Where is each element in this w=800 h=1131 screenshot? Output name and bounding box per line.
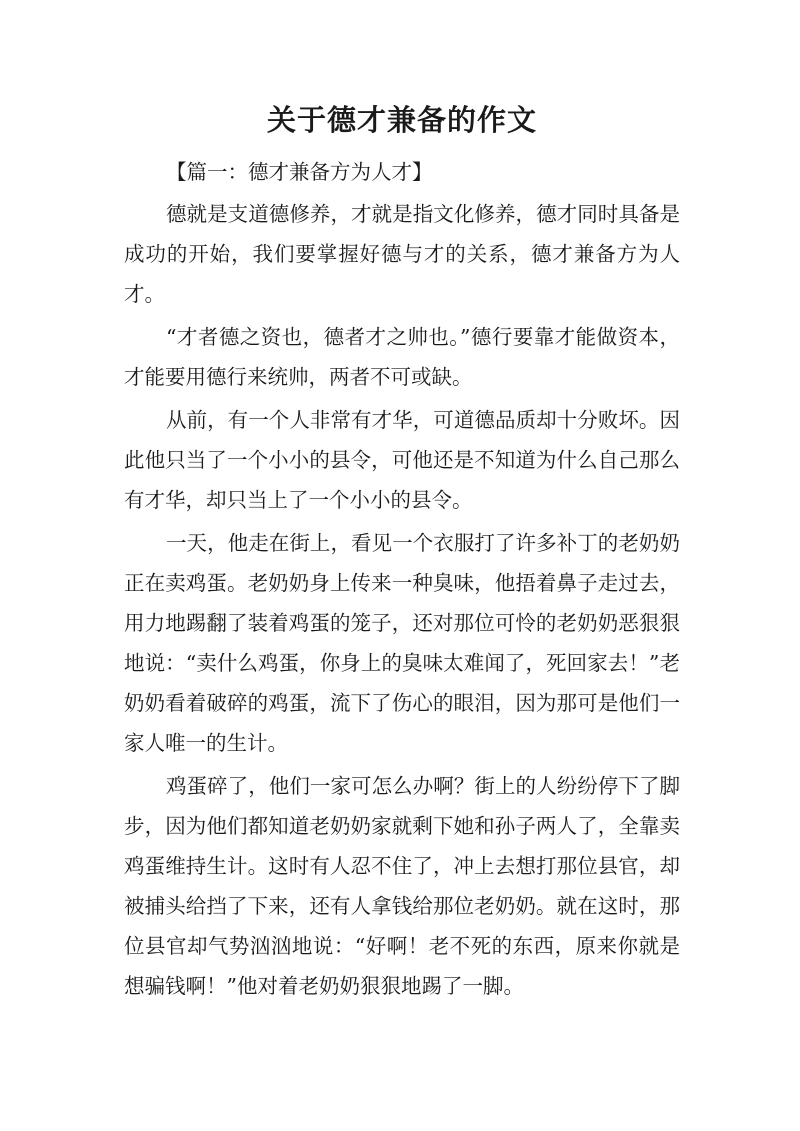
document-title: 关于德才兼备的作文 — [266, 103, 537, 137]
paragraph-4: 一天，他走在街上，看见一个衣服打了许多补丁的老奶奶正在卖鸡蛋。老奶奶身上传来一种臭味，他捂着鼻子走过去，用力地踢翻了装着鸡蛋的笼子，还对那位可怜的老奶奶恶狠狠地说：“卖什么鸡蛋，你身上的臭味太难闻了，死回家去！”老奶奶看着破碎的鸡蛋，流下了伤心的眼泪，因为那可是他们一家人唯一的生计。 — [124, 531, 680, 755]
paragraph-2: “才者德之资也，德者才之帅也。”德行要靠才能做资本，才能要用德行来统帅，两者不可或缺。 — [124, 325, 680, 389]
paragraph-3: 从前，有一个人非常有才华，可道德品质却十分败坏。因此他只当了一个小小的县令，可他还是不知道为什么自己那么有才华，却只当上了一个小小的县令。 — [124, 408, 680, 512]
paragraph-1: 德就是支道德修养，才就是指文化修养，德才同时具备是成功的开始，我们要掌握好德与才的关系，德才兼备方为人才。 — [124, 202, 680, 306]
paragraph-5: 鸡蛋碎了，他们一家可怎么办啊？街上的人纷纷停下了脚步，因为他们都知道老奶奶家就剩下她和孙子两人了，全靠卖鸡蛋维持生计。这时有人忍不住了，冲上去想打那位县官，却被捕头给挡了下来，还有人拿钱给那位老奶奶。就在这时，那位县官却气势汹汹地说：“好啊！老不死的东西，原来你就是想骗钱啊！”他对着老奶奶狠狠地踢了一脚。 — [124, 774, 680, 998]
document-page — [124, 96, 680, 1006]
section-heading: 【篇一：德才兼备方为人才】 — [166, 160, 433, 184]
